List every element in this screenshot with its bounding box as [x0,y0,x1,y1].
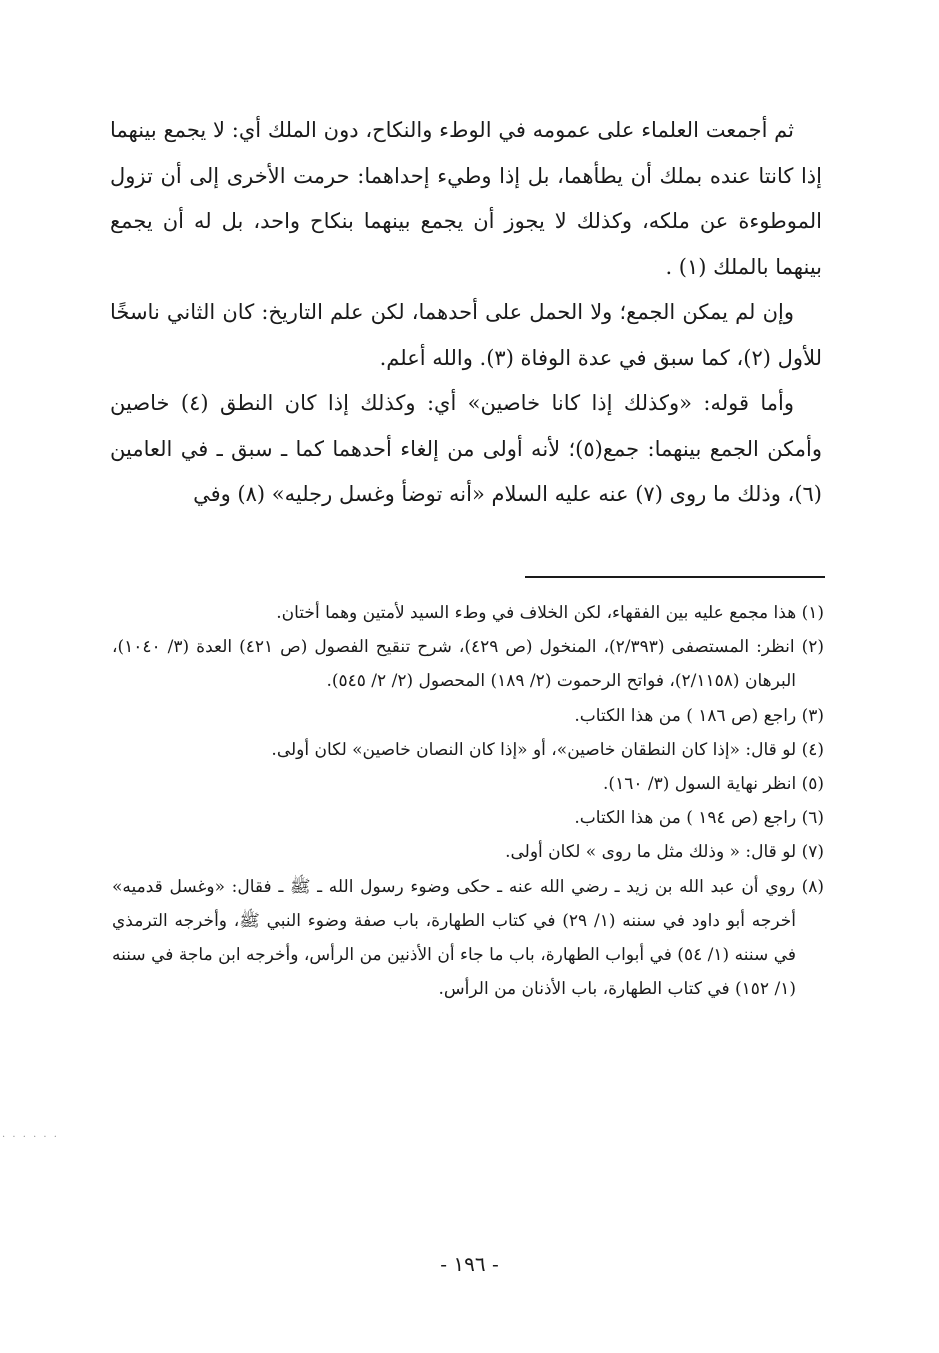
footnote-6: (٦) راجع (ص ١٩٤ ) من هذا الكتاب. [574,808,824,829]
footnote-5: (٥) انظر نهاية السول (٣/ ١٦٠). [603,774,824,795]
footnote-2: (٢) انظر: المستصفى (٢/٣٩٣)، المنخول (ص ٤٢٩)، شرح تنقيح الفصول (ص ٤٢١) العدة (٣/ ١٠٤٠)، البرهان (٢/١١٥٨)، فواتح الرحموت (٢/ ١٨٩) المحصول (٢/ ٢/ ٥٤٥). [112,637,824,692]
main-paragraph-3: وأما قوله: «وكذلك إذا كانا خاصين» أي: وكذلك إذا كان النطق (٤) خاصين وأمكن الجمع بينهما: جمع(٥)؛ لأنه أولى من إلغاء أحدهما كما ـ سبق ـ في العامين (٦)، وذلك ما روى (٧) عنه عليه السلام «أنه توضأ وغسل رجليه» (٨) وفي [110,391,822,506]
footnote-1: (١) هذا مجمع عليه بين الفقهاء، لكن الخلاف في وطء السيد لأمتين وهما أختان. [276,603,824,623]
footnote-8: (٨) روي أن عبد الله بن زيد ـ رضي الله عنه ـ حكى وضوء رسول الله ـ ﷺ ـ فقال: «وغسل قدميه» أخرجه أبو داود في سننه (١/ ٢٩) في كتاب الطهارة، باب صفة وضوء النبي ﷺ، وأخرجه الترمذي في سننه (١/ ٥٤) في أبواب الطهارة، باب ما جاء أن الأذنين من الرأس، وأخرجه ابن ماجة في سننه (١/ ١٥٢) في كتاب الطهارة، باب الأذنان من الرأس. [112,876,824,1000]
footnote-3: (٣) راجع (ص ١٨٦ ) من هذا الكتاب. [574,705,824,726]
footnote-separator-rule [525,576,825,578]
footnote-7: (٧) لو قال: « وذلك مثل ما روى » لكان أولى. [505,842,824,863]
main-paragraph-2: وإن لم يمكن الجمع؛ ولا الحمل على أحدهما، لكن علم التاريخ: كان الثاني ناسخًا للأول (٢)، كما سبق في عدة الوفاة (٣). والله أعلم. [110,300,822,370]
main-paragraph-1: ثم أجمعت العلماء على عمومه في الوطء والنكاح، دون الملك أي: لا يجمع بينهما إذا كانتا عنده بملك أن يطأهما، بل إذا وطيء إحداهما: حرمت الأخرى إلى أن تزول الموطوءة عن ملكه، وكذلك لا يجوز أن يجمع بينهما بنكاح واحد، بل له أن يجمع بينهما بالملك (١) . [110,118,822,279]
footnotes-section [112,596,824,1006]
scan-margin-dots: · · · · · · [2,1132,59,1143]
footnote-4: (٤) لو قال: «إذا كان النطقان خاصين»، أو «إذا كان النصان خاصين» لكان أولى. [271,739,824,760]
page-number: - ١٩٦ - [440,1252,499,1276]
main-text-body [110,108,822,518]
